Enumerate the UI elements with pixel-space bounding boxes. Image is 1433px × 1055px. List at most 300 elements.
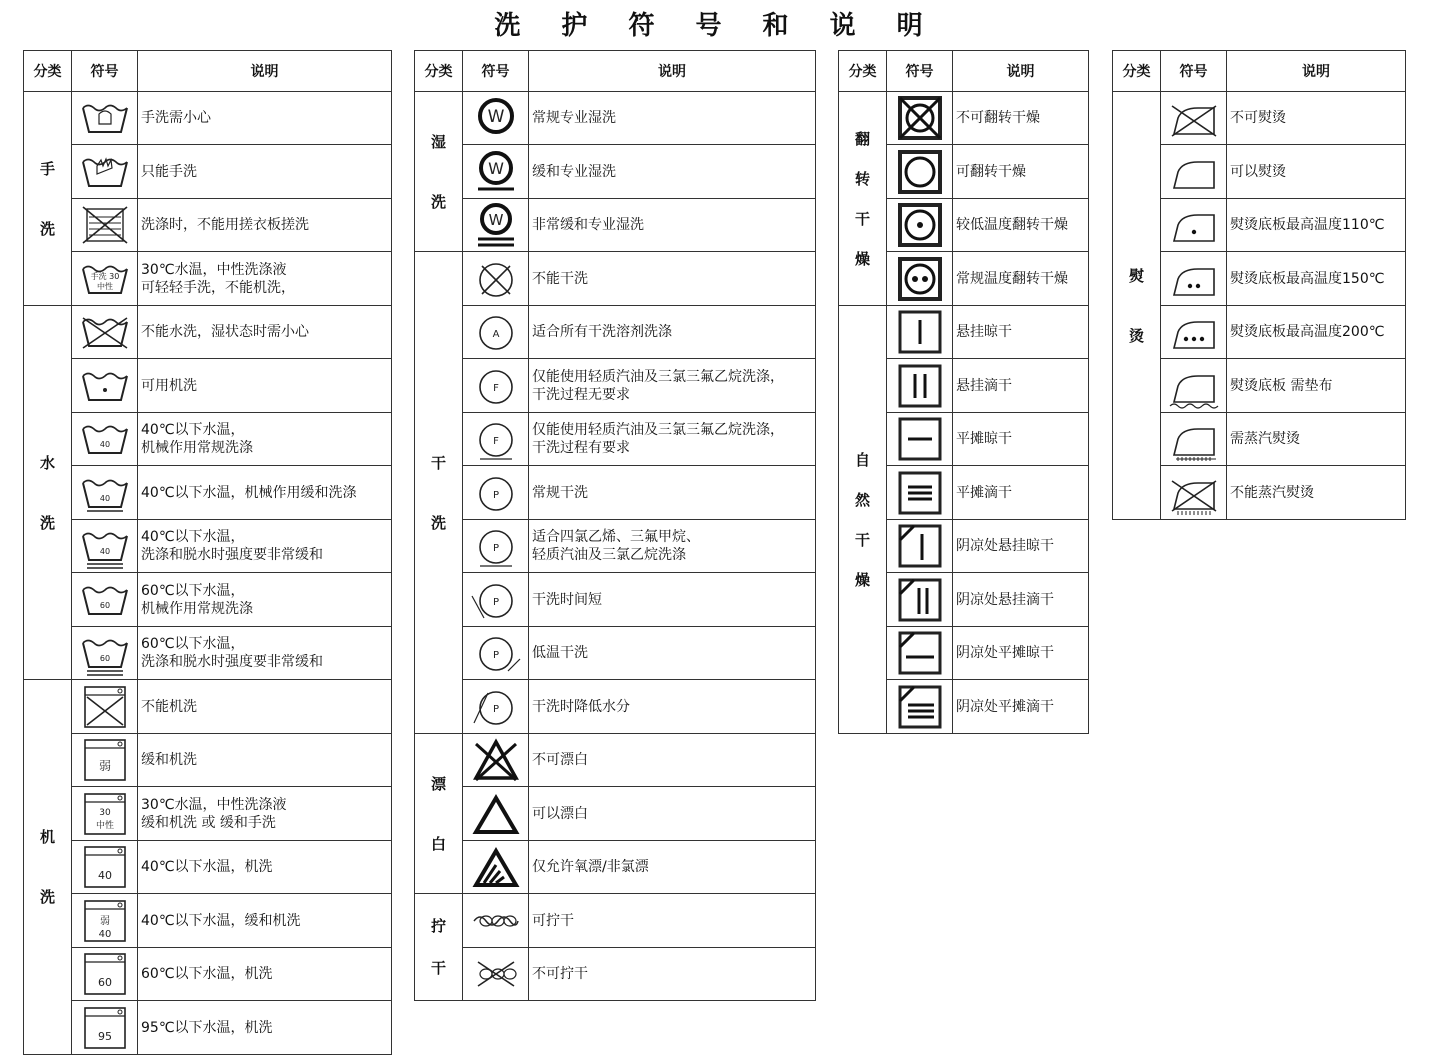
description-line: 平摊晾干 <box>956 431 1012 447</box>
description-cell <box>138 627 392 680</box>
table-row <box>24 627 392 680</box>
table-row <box>24 359 392 413</box>
table-row <box>415 787 816 841</box>
table-row <box>415 466 816 520</box>
description-cell <box>529 680 816 734</box>
description-cell <box>1227 92 1406 145</box>
no-washboard-icon <box>75 201 135 249</box>
table-row <box>415 252 816 306</box>
gentle-wet-clean-icon <box>466 148 526 196</box>
symbol-cell <box>1161 413 1227 466</box>
machine-washable-icon <box>75 362 135 410</box>
category-cell <box>24 306 72 680</box>
bleach-allowed-icon <box>466 790 526 838</box>
description-line: 可翻转干燥 <box>956 163 1026 180</box>
symbol-cell <box>463 573 529 627</box>
description-line: 适合四氯乙烯、三氟甲烷、 <box>532 529 700 545</box>
description-line: 60℃以下水温，机洗 <box>141 966 273 982</box>
category-char: 水 <box>39 453 55 472</box>
wash-40-gentle-icon <box>75 469 135 517</box>
svg-text:P: P <box>492 703 499 715</box>
table-row <box>415 948 816 1001</box>
description-cell <box>1227 252 1406 306</box>
header-description: 说明 <box>953 51 1089 92</box>
description-line: 可轻轻手洗，不能机洗， <box>141 279 295 296</box>
table-row <box>24 252 392 306</box>
description-line: 不可拧干 <box>532 966 588 982</box>
description-line: 机械作用常规洗涤 <box>141 600 253 617</box>
description-line: 熨烫底板最高温度200℃ <box>1230 324 1385 340</box>
table-row <box>415 573 816 627</box>
header-symbol: 符号 <box>463 51 529 92</box>
description-line: 悬挂滴干 <box>956 377 1012 394</box>
gentle-machine-wash-icon <box>75 736 135 784</box>
drying-table <box>838 50 1089 734</box>
svg-text:W: W <box>488 211 503 229</box>
description-cell <box>138 199 392 252</box>
dry-clean-f-icon <box>466 362 526 410</box>
description-cell <box>529 199 816 252</box>
description-cell <box>529 520 816 573</box>
description-cell <box>138 841 392 894</box>
no-machine-wash-icon <box>75 683 135 731</box>
description-cell <box>138 306 392 359</box>
table-row <box>415 627 816 680</box>
table-row <box>415 359 816 413</box>
svg-text:95: 95 <box>97 1029 112 1043</box>
symbol-cell <box>463 841 529 894</box>
table-row <box>24 1001 392 1055</box>
description-line: 干洗过程无要求 <box>532 386 630 403</box>
symbol-cell <box>463 359 529 413</box>
symbol-cell <box>887 680 953 734</box>
table-row <box>415 734 816 787</box>
description-cell <box>1227 359 1406 413</box>
symbol-cell <box>887 573 953 627</box>
symbol-cell <box>72 787 138 841</box>
symbol-cell <box>1161 466 1227 520</box>
machine-40-icon <box>75 843 135 891</box>
description-line: 可用机洗 <box>141 377 197 394</box>
flat-drip-dry-shade-icon <box>890 683 950 731</box>
symbol-cell <box>887 306 953 359</box>
svg-text:40: 40 <box>98 928 111 940</box>
tumble-dry-normal-icon <box>890 255 950 303</box>
description-line: 非常缓和专业湿洗 <box>532 217 644 233</box>
symbol-cell <box>887 199 953 252</box>
hand-wash-only-icon <box>75 148 135 196</box>
description-cell <box>138 252 392 306</box>
category-char: 烫 <box>1128 326 1144 345</box>
symbol-cell <box>463 92 529 145</box>
description-line: 洗涤和脱水时强度要非常缓和 <box>141 654 323 670</box>
svg-text:弱: 弱 <box>98 759 111 773</box>
description-cell <box>1227 199 1406 252</box>
svg-text:F: F <box>492 382 499 394</box>
symbol-cell <box>72 948 138 1001</box>
description-cell <box>1227 413 1406 466</box>
svg-text:40: 40 <box>99 493 110 503</box>
table-row <box>24 145 392 199</box>
svg-text:F: F <box>492 436 499 447</box>
description-cell <box>138 894 392 948</box>
svg-text:60: 60 <box>99 600 110 610</box>
description-line: 平摊滴干 <box>956 484 1012 501</box>
wring-allowed-icon <box>466 897 526 945</box>
description-line: 40℃以下水温，缓和机洗 <box>141 912 301 929</box>
header-description: 说明 <box>529 51 816 92</box>
description-line: 熨烫底板 需垫布 <box>1230 377 1333 394</box>
hand-wash-care-icon <box>75 94 135 142</box>
category-cell <box>415 734 463 894</box>
description-cell <box>529 306 816 359</box>
description-line: 常规温度翻转干燥 <box>956 270 1068 287</box>
symbol-cell <box>887 627 953 680</box>
professional-wet-clean-icon <box>466 94 526 142</box>
svg-text:W: W <box>487 158 504 178</box>
description-cell <box>138 359 392 413</box>
category-cell <box>415 894 463 1001</box>
page-title: 洗 护 符 号 和 说 明 <box>494 11 939 41</box>
description-cell <box>138 948 392 1001</box>
category-cell <box>1113 92 1161 520</box>
description-line: 适合所有干洗溶剂洗涤 <box>532 324 672 340</box>
header-symbol: 符号 <box>72 51 138 92</box>
symbol-cell <box>72 627 138 680</box>
table-row <box>415 145 816 199</box>
header-symbol: 符号 <box>1161 51 1227 92</box>
category-char: 洗 <box>39 219 55 238</box>
symbol-cell <box>72 841 138 894</box>
dry-flat-shade-icon <box>890 629 950 677</box>
description-cell <box>529 948 816 1001</box>
iron-high-icon <box>1164 308 1224 356</box>
dry-clean-low-heat-icon <box>466 629 526 677</box>
symbol-cell <box>887 466 953 520</box>
category-char: 洗 <box>430 513 446 532</box>
description-line: 缓和机洗 或 缓和手洗 <box>141 814 276 831</box>
symbol-cell <box>463 520 529 573</box>
table-row <box>24 680 392 734</box>
symbol-cell <box>72 680 138 734</box>
description-line: 需蒸汽熨烫 <box>1230 431 1300 447</box>
description-cell <box>529 573 816 627</box>
no-dry-clean-icon <box>466 255 526 303</box>
description-cell <box>1227 466 1406 520</box>
description-cell <box>529 734 816 787</box>
description-line: 不能蒸汽熨烫 <box>1230 484 1314 501</box>
symbol-cell <box>463 252 529 306</box>
symbol-cell <box>72 734 138 787</box>
wash-40-normal-icon <box>75 415 135 463</box>
description-cell <box>138 466 392 520</box>
category-char: 转 <box>854 169 870 188</box>
symbol-cell <box>72 92 138 145</box>
symbol-cell <box>463 787 529 841</box>
table-row <box>24 948 392 1001</box>
description-line: 30℃水温，中性洗涤液 <box>141 261 287 278</box>
symbol-cell <box>72 306 138 359</box>
table-row <box>415 413 816 466</box>
header-description: 说明 <box>138 51 392 92</box>
symbol-cell <box>463 306 529 359</box>
description-line: 仅能使用轻质汽油及三氯三氟乙烷洗涤， <box>532 368 784 385</box>
symbol-cell <box>463 948 529 1001</box>
no-bleach-icon <box>466 736 526 784</box>
description-cell <box>953 92 1089 145</box>
wash-40-very-gentle-icon <box>75 522 135 570</box>
table-row <box>415 520 816 573</box>
table-row <box>415 199 816 252</box>
description-cell <box>953 573 1089 627</box>
category-char: 燥 <box>854 249 870 268</box>
symbol-cell <box>463 680 529 734</box>
symbol-cell <box>463 145 529 199</box>
description-line: 熨烫底板最高温度110℃ <box>1230 217 1385 233</box>
wash-60-very-gentle-icon <box>75 629 135 677</box>
description-line: 阴凉处平摊滴干 <box>956 698 1054 715</box>
description-line: 不可熨烫 <box>1230 110 1286 126</box>
description-cell <box>953 466 1089 520</box>
svg-text:P: P <box>492 489 499 501</box>
symbol-cell <box>463 466 529 520</box>
category-char: 洗 <box>39 513 55 532</box>
hand-wash-30-neutral-icon <box>75 255 135 303</box>
description-line: 缓和机洗 <box>141 752 197 768</box>
symbol-cell <box>887 520 953 573</box>
table-row <box>24 306 392 359</box>
symbol-cell <box>887 359 953 413</box>
svg-text:40: 40 <box>97 869 112 882</box>
machine-95-icon <box>75 1004 135 1052</box>
description-cell <box>138 520 392 573</box>
steam-iron-icon <box>1164 415 1224 463</box>
category-char: 熨 <box>1128 266 1144 285</box>
symbol-cell <box>72 573 138 627</box>
description-line: 缓和专业湿洗 <box>532 163 616 180</box>
dry-clean-short-cycle-icon <box>466 576 526 624</box>
svg-text:30: 30 <box>98 807 111 818</box>
svg-text:40: 40 <box>99 547 110 556</box>
description-cell <box>138 734 392 787</box>
symbol-cell <box>1161 145 1227 199</box>
description-line: 95℃以下水温，机洗 <box>141 1019 273 1036</box>
description-cell <box>138 92 392 145</box>
description-cell <box>953 252 1089 306</box>
tumble-dry-low-icon <box>890 201 950 249</box>
table-row <box>24 573 392 627</box>
symbol-cell <box>887 252 953 306</box>
symbol-cell <box>72 145 138 199</box>
description-cell <box>529 145 816 199</box>
description-line: 可以漂白 <box>532 805 588 822</box>
machine-40-gentle-icon <box>75 897 135 945</box>
very-gentle-wet-clean-icon <box>466 201 526 249</box>
category-char: 机 <box>39 828 55 846</box>
symbol-cell <box>72 359 138 413</box>
description-line: 不可漂白 <box>532 752 588 768</box>
description-cell <box>953 199 1089 252</box>
description-line: 40℃以下水温， <box>141 529 245 545</box>
no-steam-iron-icon <box>1164 469 1224 517</box>
description-line: 阴凉处悬挂滴干 <box>956 591 1054 608</box>
description-cell <box>1227 145 1406 199</box>
symbol-cell <box>72 894 138 948</box>
symbol-cell <box>72 520 138 573</box>
category-char: 白 <box>430 834 446 853</box>
symbol-cell <box>1161 359 1227 413</box>
description-line: 阴凉处悬挂晾干 <box>956 538 1054 554</box>
iron-allowed-icon <box>1164 148 1224 196</box>
table-row <box>415 680 816 734</box>
description-cell <box>138 145 392 199</box>
table-row <box>24 787 392 841</box>
table-row <box>24 841 392 894</box>
wash-60-normal-icon <box>75 576 135 624</box>
category-char: 洗 <box>430 192 446 211</box>
machine-60-icon <box>75 950 135 998</box>
symbol-cell <box>463 894 529 948</box>
table-row <box>839 92 1089 145</box>
table-row <box>415 841 816 894</box>
table-row <box>415 92 816 145</box>
category-char: 然 <box>854 490 870 509</box>
description-cell <box>953 413 1089 466</box>
description-line: 悬挂晾干 <box>956 324 1012 340</box>
svg-text:60: 60 <box>99 654 110 663</box>
table-row <box>24 413 392 466</box>
symbol-cell <box>887 92 953 145</box>
description-line: 可拧干 <box>532 912 574 929</box>
svg-text:弱: 弱 <box>99 915 110 927</box>
symbol-cell <box>72 252 138 306</box>
header-symbol: 符号 <box>887 51 953 92</box>
category-cell <box>839 306 887 734</box>
drip-dry-shade-icon <box>890 576 950 624</box>
description-cell <box>138 1001 392 1055</box>
table-row <box>415 306 816 359</box>
machine-30-neutral-icon <box>75 790 135 838</box>
dry-flat-icon <box>890 415 950 463</box>
description-cell <box>529 627 816 680</box>
description-line: 干洗过程有要求 <box>532 440 630 456</box>
symbol-cell <box>72 413 138 466</box>
flat-drip-dry-icon <box>890 469 950 517</box>
category-char: 自 <box>854 450 870 469</box>
table-row <box>24 92 392 145</box>
description-cell <box>953 359 1089 413</box>
symbol-cell <box>72 1001 138 1055</box>
category-char: 干 <box>430 959 446 977</box>
description-line: 可以熨烫 <box>1230 163 1286 180</box>
description-cell <box>953 627 1089 680</box>
category-cell <box>24 92 72 306</box>
category-cell <box>415 252 463 734</box>
svg-text:60: 60 <box>97 976 112 989</box>
symbol-cell <box>72 466 138 520</box>
description-line: 轻质汽油及三氯乙烷洗涤 <box>532 547 686 563</box>
symbol-cell <box>887 145 953 199</box>
table-row <box>24 894 392 948</box>
ironing-table <box>1112 50 1406 520</box>
description-cell <box>529 841 816 894</box>
category-cell <box>839 92 887 306</box>
table-row <box>24 734 392 787</box>
description-cell <box>529 894 816 948</box>
header-category: 分类 <box>839 51 887 92</box>
description-line: 洗涤和脱水时强度要非常缓和 <box>141 547 323 563</box>
hand-machine-wash-table <box>23 50 392 1055</box>
description-line: 手洗需小心 <box>141 110 211 126</box>
description-cell <box>529 359 816 413</box>
description-line: 40℃以下水温，机洗 <box>141 859 273 875</box>
dry-clean-p-icon <box>466 469 526 517</box>
category-char: 洗 <box>39 888 55 906</box>
tumble-dry-icon <box>890 148 950 196</box>
svg-text:40: 40 <box>99 440 110 449</box>
table-row <box>24 199 392 252</box>
category-char: 干 <box>854 530 870 549</box>
no-water-wash-icon <box>75 308 135 356</box>
iron-low-icon <box>1164 201 1224 249</box>
description-cell <box>529 466 816 520</box>
symbol-cell <box>463 199 529 252</box>
description-line: 洗涤时，不能用搓衣板搓洗 <box>141 217 309 233</box>
description-line: 机械作用常规洗涤 <box>141 440 253 456</box>
table-row <box>839 306 1089 359</box>
symbol-cell <box>463 413 529 466</box>
description-line: 低温干洗 <box>532 645 588 661</box>
category-char: 干 <box>430 453 446 472</box>
description-line: 较低温度翻转干燥 <box>956 217 1068 233</box>
description-line: 只能手洗 <box>141 163 197 180</box>
symbol-cell <box>1161 252 1227 306</box>
description-cell <box>953 145 1089 199</box>
symbol-cell <box>1161 306 1227 359</box>
category-char: 翻 <box>854 129 870 148</box>
table-row <box>1113 92 1406 145</box>
description-cell <box>953 306 1089 359</box>
description-line: 不能机洗 <box>141 698 197 715</box>
symbol-cell <box>1161 199 1227 252</box>
description-cell <box>529 413 816 466</box>
description-line: 熨烫底板最高温度150℃ <box>1230 270 1385 287</box>
description-cell <box>138 413 392 466</box>
svg-text:P: P <box>492 596 499 608</box>
description-line: 不能干洗 <box>532 270 588 287</box>
description-line: 不能水洗，湿状态时需小心 <box>141 324 309 340</box>
iron-medium-icon <box>1164 255 1224 303</box>
header-category: 分类 <box>415 51 463 92</box>
category-char: 干 <box>854 209 870 228</box>
description-line: 40℃以下水温， <box>141 422 245 438</box>
svg-text:W: W <box>487 107 504 127</box>
category-cell <box>415 92 463 252</box>
symbol-cell <box>1161 92 1227 145</box>
symbol-cell <box>463 627 529 680</box>
header-category: 分类 <box>1113 51 1161 92</box>
description-cell <box>529 252 816 306</box>
non-chlorine-bleach-icon <box>466 843 526 891</box>
description-line: 60℃以下水温， <box>141 636 245 652</box>
category-char: 湿 <box>430 132 446 151</box>
svg-text:中性: 中性 <box>96 281 113 291</box>
header-category: 分类 <box>24 51 72 92</box>
description-cell <box>953 680 1089 734</box>
table-row <box>24 520 392 573</box>
wet-dry-clean-bleach-wring-table <box>414 50 816 1001</box>
drip-dry-icon <box>890 362 950 410</box>
